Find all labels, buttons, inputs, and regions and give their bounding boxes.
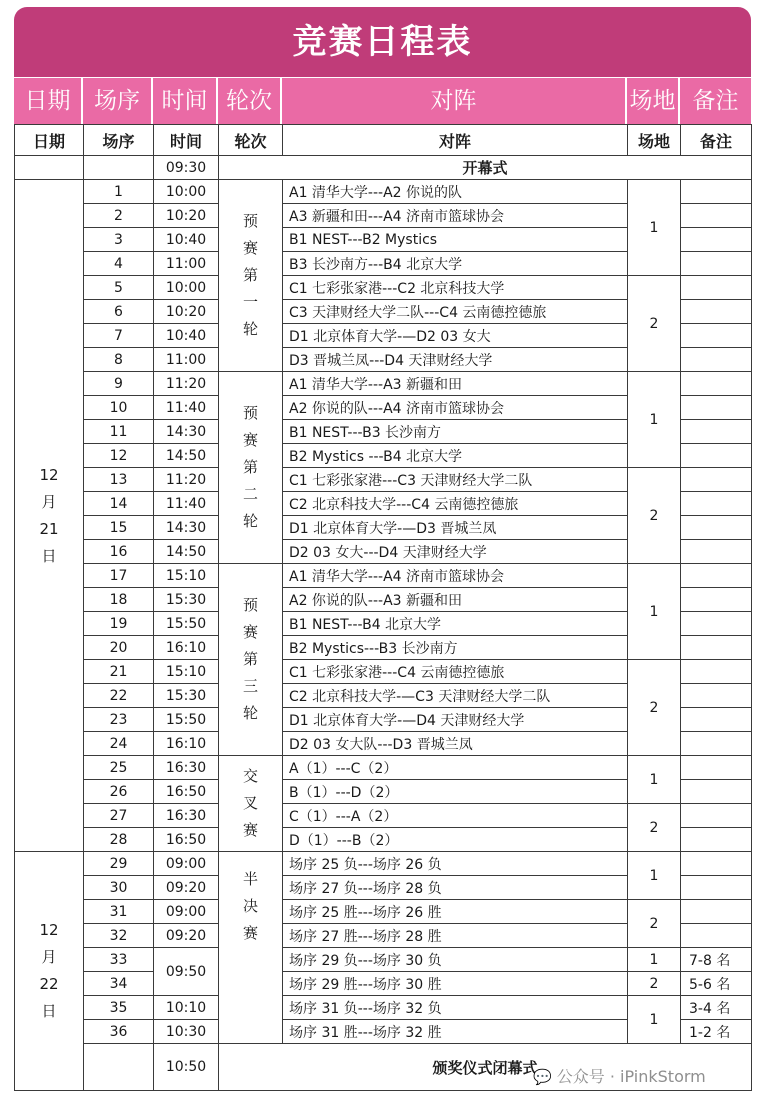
pink-header-note: 备注 bbox=[680, 78, 751, 124]
table-row bbox=[15, 660, 752, 684]
match-time: 09:00 bbox=[154, 852, 219, 876]
match-seq: 12 bbox=[84, 444, 154, 468]
match-seq: 2 bbox=[84, 204, 154, 228]
note-cell bbox=[681, 444, 752, 468]
venue-cell: 1 bbox=[628, 996, 681, 1044]
header-round: 轮次 bbox=[219, 125, 283, 156]
match-teams: D1 北京体育大学-—D3 晋城兰凤 bbox=[283, 516, 628, 540]
match-seq: 14 bbox=[84, 492, 154, 516]
match-teams: 场序 31 负---场序 32 负 bbox=[283, 996, 628, 1020]
date-day2 bbox=[15, 852, 84, 1091]
note-cell: 7-8 名 bbox=[681, 948, 752, 972]
match-teams: 场序 25 负---场序 26 负 bbox=[283, 852, 628, 876]
note-cell bbox=[681, 660, 752, 684]
round-2-text: 预 赛 第 二 轮 bbox=[242, 404, 258, 530]
match-seq: 36 bbox=[84, 1020, 154, 1044]
match-seq: 35 bbox=[84, 996, 154, 1020]
date-day2-text: 12 月 22 日 bbox=[39, 921, 59, 1020]
match-teams: D1 北京体育大学-—D2 03 女大 bbox=[283, 324, 628, 348]
header-note: 备注 bbox=[681, 125, 752, 156]
note-cell bbox=[681, 180, 752, 204]
match-time: 16:50 bbox=[154, 828, 219, 852]
note-cell bbox=[681, 204, 752, 228]
table-row bbox=[15, 180, 752, 204]
match-teams: B3 长沙南方---B4 北京大学 bbox=[283, 252, 628, 276]
venue-cell: 1 bbox=[628, 564, 681, 660]
match-seq: 17 bbox=[84, 564, 154, 588]
round-2 bbox=[219, 372, 283, 564]
pink-header-venue: 场地 bbox=[627, 78, 680, 124]
match-seq: 31 bbox=[84, 900, 154, 924]
pink-header-seq: 场序 bbox=[83, 78, 153, 124]
match-teams: C2 北京科技大学-—C3 天津财经大学二队 bbox=[283, 684, 628, 708]
match-seq: 1 bbox=[84, 180, 154, 204]
match-time: 15:50 bbox=[154, 612, 219, 636]
venue-cell: 2 bbox=[628, 468, 681, 564]
match-time: 11:00 bbox=[154, 252, 219, 276]
note-cell bbox=[681, 228, 752, 252]
note-cell bbox=[681, 300, 752, 324]
header-seq: 场序 bbox=[84, 125, 154, 156]
chat-bubble-icon: 💬 bbox=[533, 1068, 552, 1086]
note-cell bbox=[681, 732, 752, 756]
match-time: 15:10 bbox=[154, 564, 219, 588]
match-time: 15:10 bbox=[154, 660, 219, 684]
venue-cell: 1 bbox=[628, 372, 681, 468]
match-teams: 场序 31 胜---场序 32 胜 bbox=[283, 1020, 628, 1044]
match-seq: 19 bbox=[84, 612, 154, 636]
match-seq: 33 bbox=[84, 948, 154, 972]
match-teams: 场序 27 负---场序 28 负 bbox=[283, 876, 628, 900]
table-row bbox=[15, 564, 752, 588]
note-cell bbox=[681, 372, 752, 396]
closing-ceremony: 颁奖仪式闭幕式 bbox=[219, 1044, 752, 1091]
round-semi bbox=[219, 852, 283, 1044]
match-seq: 21 bbox=[84, 660, 154, 684]
note-cell bbox=[681, 924, 752, 948]
closing-time: 10:50 bbox=[154, 1044, 219, 1091]
venue-cell: 1 bbox=[628, 948, 681, 972]
match-teams: D2 03 女大队---D3 晋城兰凤 bbox=[283, 732, 628, 756]
note-cell bbox=[681, 492, 752, 516]
match-seq: 5 bbox=[84, 276, 154, 300]
header-venue: 场地 bbox=[628, 125, 681, 156]
header-time: 时间 bbox=[154, 125, 219, 156]
match-time: 14:30 bbox=[154, 516, 219, 540]
match-teams: D（1）---B（2） bbox=[283, 828, 628, 852]
table-row bbox=[15, 900, 752, 924]
venue-cell: 2 bbox=[628, 972, 681, 996]
note-cell: 3-4 名 bbox=[681, 996, 752, 1020]
note-cell: 1-2 名 bbox=[681, 1020, 752, 1044]
match-time: 10:00 bbox=[154, 180, 219, 204]
match-seq: 22 bbox=[84, 684, 154, 708]
match-time: 15:30 bbox=[154, 684, 219, 708]
match-time: 11:40 bbox=[154, 396, 219, 420]
match-time: 10:20 bbox=[154, 204, 219, 228]
venue-cell: 1 bbox=[628, 180, 681, 276]
match-time: 11:20 bbox=[154, 468, 219, 492]
match-teams: A1 清华大学---A3 新疆和田 bbox=[283, 372, 628, 396]
match-teams: C（1）---A（2） bbox=[283, 804, 628, 828]
match-seq: 26 bbox=[84, 780, 154, 804]
match-seq: 8 bbox=[84, 348, 154, 372]
match-time: 10:10 bbox=[154, 996, 219, 1020]
pink-header-matchup: 对阵 bbox=[282, 78, 627, 124]
round-cross-text: 交 叉 赛 bbox=[242, 767, 258, 839]
round-1-text: 预 赛 第 一 轮 bbox=[242, 212, 258, 338]
note-cell bbox=[681, 396, 752, 420]
match-time: 14:50 bbox=[154, 444, 219, 468]
round-3-text: 预 赛 第 三 轮 bbox=[242, 596, 258, 722]
match-seq: 6 bbox=[84, 300, 154, 324]
match-time: 14:50 bbox=[154, 540, 219, 564]
match-teams: B1 NEST---B4 北京大学 bbox=[283, 612, 628, 636]
match-time: 09:00 bbox=[154, 900, 219, 924]
round-semi-text: 半 决 赛 bbox=[242, 870, 258, 942]
header-row bbox=[15, 125, 752, 156]
table-row bbox=[15, 276, 752, 300]
table-row bbox=[15, 468, 752, 492]
opening-row bbox=[15, 156, 752, 180]
date-day1-text: 12 月 21 日 bbox=[39, 465, 59, 565]
opening-time: 09:30 bbox=[154, 156, 219, 180]
match-time: 09:50 bbox=[154, 948, 219, 996]
match-time: 16:30 bbox=[154, 756, 219, 780]
pink-header-round: 轮次 bbox=[218, 78, 282, 124]
match-time: 09:20 bbox=[154, 876, 219, 900]
match-teams: D3 晋城兰凤---D4 天津财经大学 bbox=[283, 348, 628, 372]
match-teams: C1 七彩张家港---C2 北京科技大学 bbox=[283, 276, 628, 300]
match-teams: B（1）---D（2） bbox=[283, 780, 628, 804]
match-time: 11:00 bbox=[154, 348, 219, 372]
note-cell bbox=[681, 564, 752, 588]
match-time: 14:30 bbox=[154, 420, 219, 444]
round-3 bbox=[219, 564, 283, 756]
note-cell bbox=[681, 468, 752, 492]
match-time: 10:00 bbox=[154, 276, 219, 300]
note-cell bbox=[681, 420, 752, 444]
match-teams: A3 新疆和田---A4 济南市篮球协会 bbox=[283, 204, 628, 228]
match-teams: C2 北京科技大学---C4 云南德控德旅 bbox=[283, 492, 628, 516]
match-teams: A（1）---C（2） bbox=[283, 756, 628, 780]
match-teams: B2 Mystics---B3 长沙南方 bbox=[283, 636, 628, 660]
pink-header-time: 时间 bbox=[153, 78, 218, 124]
note-cell bbox=[681, 612, 752, 636]
match-time: 11:40 bbox=[154, 492, 219, 516]
table-row bbox=[15, 372, 752, 396]
match-teams: 场序 25 胜---场序 26 胜 bbox=[283, 900, 628, 924]
venue-cell: 1 bbox=[628, 756, 681, 804]
venue-cell: 1 bbox=[628, 852, 681, 900]
match-seq: 10 bbox=[84, 396, 154, 420]
match-seq: 30 bbox=[84, 876, 154, 900]
match-seq: 15 bbox=[84, 516, 154, 540]
match-time: 16:10 bbox=[154, 636, 219, 660]
watermark-text: 公众号 · iPinkStorm bbox=[556, 1067, 706, 1086]
opening-ceremony: 开幕式 bbox=[219, 156, 752, 180]
match-seq: 25 bbox=[84, 756, 154, 780]
table-row bbox=[15, 996, 752, 1020]
match-teams: 场序 29 负---场序 30 负 bbox=[283, 948, 628, 972]
match-seq: 29 bbox=[84, 852, 154, 876]
match-teams: A2 你说的队---A3 新疆和田 bbox=[283, 588, 628, 612]
match-seq: 24 bbox=[84, 732, 154, 756]
match-time: 10:40 bbox=[154, 324, 219, 348]
match-teams: A2 你说的队---A4 济南市篮球协会 bbox=[283, 396, 628, 420]
match-teams: 场序 29 胜---场序 30 胜 bbox=[283, 972, 628, 996]
note-cell bbox=[681, 900, 752, 924]
header-date: 日期 bbox=[15, 125, 84, 156]
match-teams: 场序 27 胜---场序 28 胜 bbox=[283, 924, 628, 948]
note-cell: 5-6 名 bbox=[681, 972, 752, 996]
seq-cell bbox=[84, 156, 154, 180]
note-cell bbox=[681, 684, 752, 708]
note-cell bbox=[681, 852, 752, 876]
match-teams: B2 Mystics ---B4 北京大学 bbox=[283, 444, 628, 468]
match-teams: A1 清华大学---A2 你说的队 bbox=[283, 180, 628, 204]
match-seq: 18 bbox=[84, 588, 154, 612]
match-seq: 4 bbox=[84, 252, 154, 276]
match-seq: 34 bbox=[84, 972, 154, 996]
table-row bbox=[15, 948, 752, 972]
note-cell bbox=[681, 276, 752, 300]
match-time: 10:40 bbox=[154, 228, 219, 252]
note-cell bbox=[681, 540, 752, 564]
match-seq: 28 bbox=[84, 828, 154, 852]
table-row bbox=[15, 756, 752, 780]
match-teams: B1 NEST---B3 长沙南方 bbox=[283, 420, 628, 444]
match-teams: C3 天津财经大学二队---C4 云南德控德旅 bbox=[283, 300, 628, 324]
note-cell bbox=[681, 252, 752, 276]
round-1 bbox=[219, 180, 283, 372]
match-time: 16:10 bbox=[154, 732, 219, 756]
match-teams: C1 七彩张家港---C3 天津财经大学二队 bbox=[283, 468, 628, 492]
match-time: 11:20 bbox=[154, 372, 219, 396]
match-time: 10:30 bbox=[154, 1020, 219, 1044]
venue-cell: 2 bbox=[628, 804, 681, 852]
venue-cell: 2 bbox=[628, 276, 681, 372]
venue-cell: 2 bbox=[628, 660, 681, 756]
match-time: 16:50 bbox=[154, 780, 219, 804]
match-time: 15:50 bbox=[154, 708, 219, 732]
note-cell bbox=[681, 588, 752, 612]
round-cross bbox=[219, 756, 283, 852]
match-seq: 11 bbox=[84, 420, 154, 444]
page-title: 竞赛日程表 bbox=[14, 7, 751, 77]
watermark bbox=[533, 1064, 706, 1087]
note-cell bbox=[681, 780, 752, 804]
match-seq: 7 bbox=[84, 324, 154, 348]
match-time: 09:20 bbox=[154, 924, 219, 948]
date-cell bbox=[15, 156, 84, 180]
match-seq: 13 bbox=[84, 468, 154, 492]
schedule-table bbox=[14, 124, 752, 1091]
match-seq: 23 bbox=[84, 708, 154, 732]
note-cell bbox=[681, 324, 752, 348]
match-teams: A1 清华大学---A4 济南市篮球协会 bbox=[283, 564, 628, 588]
note-cell bbox=[681, 828, 752, 852]
match-time: 10:20 bbox=[154, 300, 219, 324]
note-cell bbox=[681, 348, 752, 372]
table-row bbox=[15, 852, 752, 876]
note-cell bbox=[681, 708, 752, 732]
pink-header-date: 日期 bbox=[14, 78, 83, 124]
note-cell bbox=[681, 756, 752, 780]
match-teams: D2 03 女大---D4 天津财经大学 bbox=[283, 540, 628, 564]
match-seq: 27 bbox=[84, 804, 154, 828]
note-cell bbox=[681, 804, 752, 828]
match-seq: 32 bbox=[84, 924, 154, 948]
table-row bbox=[15, 804, 752, 828]
match-seq: 9 bbox=[84, 372, 154, 396]
note-cell bbox=[681, 636, 752, 660]
match-seq: 16 bbox=[84, 540, 154, 564]
seq-cell bbox=[84, 1044, 154, 1091]
match-seq: 3 bbox=[84, 228, 154, 252]
date-day1 bbox=[15, 180, 84, 852]
venue-cell: 2 bbox=[628, 900, 681, 948]
note-cell bbox=[681, 516, 752, 540]
match-teams: D1 北京体育大学-—D4 天津财经大学 bbox=[283, 708, 628, 732]
header-matchup: 对阵 bbox=[283, 125, 628, 156]
note-cell bbox=[681, 876, 752, 900]
match-time: 16:30 bbox=[154, 804, 219, 828]
match-teams: C1 七彩张家港---C4 云南德控德旅 bbox=[283, 660, 628, 684]
match-seq: 20 bbox=[84, 636, 154, 660]
pink-header-row bbox=[14, 78, 751, 124]
table-row bbox=[15, 972, 752, 996]
match-time: 15:30 bbox=[154, 588, 219, 612]
match-teams: B1 NEST---B2 Mystics bbox=[283, 228, 628, 252]
